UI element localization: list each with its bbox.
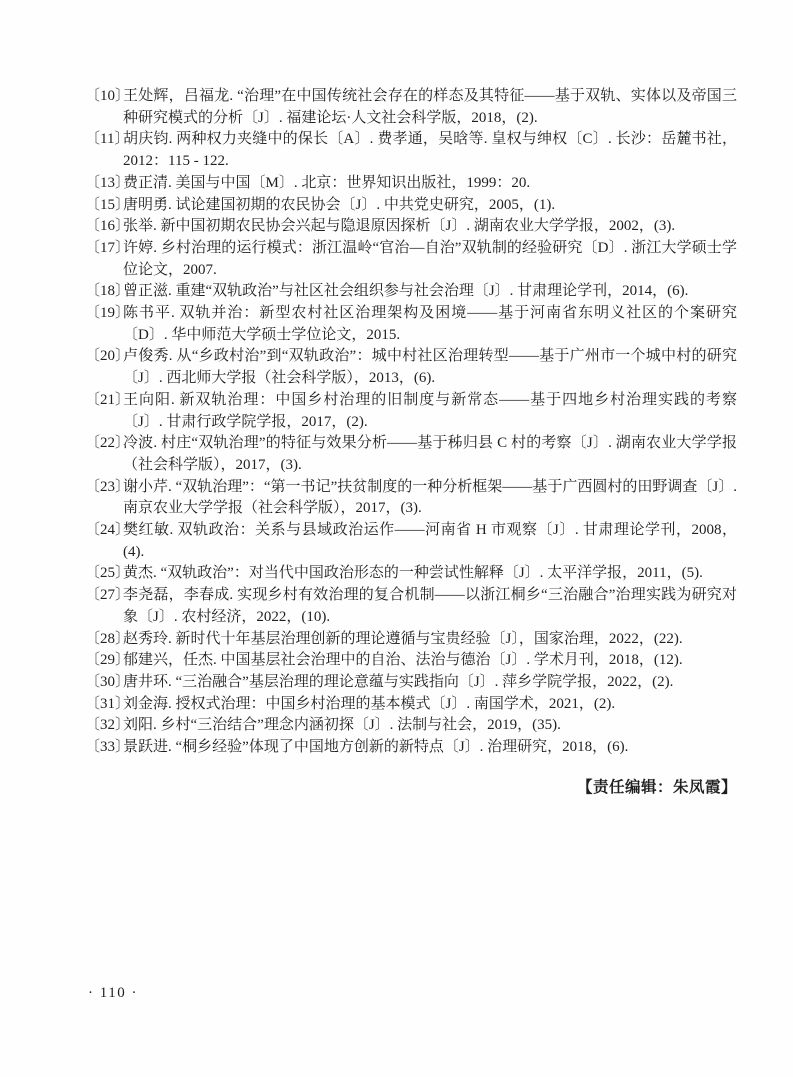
reference-item [85, 86, 737, 129]
reference-number: 〔27〕 [85, 587, 131, 604]
reference-text: 卢俊秀. 从“乡政村治”到“双轨政治”：城中村社区治理转型——基于广州市一个城中村的研究〔J〕. 西北师大学报（社会科学版），2013，(6). [123, 348, 737, 387]
reference-text: 谢小芹. “双轨治理”：“第一书记”扶贫制度的一种分析框架——基于广西圆村的田野调查〔J〕. 南京农业大学学报（社会科学版），2017，(3). [123, 478, 737, 517]
reference-number: 〔10〕 [85, 88, 131, 104]
reference-text: 张举. 新中国初期农民协会兴起与隐退原因探析〔J〕. 湖南农业大学学报，2002，(3). [123, 218, 676, 235]
reference-text: 黄杰. “双轨政治”：对当代中国政治形态的一种尝试性解释〔J〕. 太平洋学报，2011，(5). [123, 565, 703, 582]
reference-item [85, 715, 737, 737]
reference-number: 〔19〕 [85, 305, 131, 322]
page-number: · 110 · [88, 985, 138, 1001]
reference-number: 〔15〕 [85, 196, 131, 213]
reference-number: 〔25〕 [85, 565, 131, 582]
reference-item [85, 281, 737, 303]
reference-item [85, 585, 737, 628]
reference-text: 赵秀玲. 新时代十年基层治理创新的理论遵循与宝贵经验〔J〕，国家治理，2022，(22). [123, 630, 683, 647]
reference-number: 〔18〕 [85, 283, 131, 300]
reference-number: 〔20〕 [85, 348, 131, 365]
reference-item [85, 694, 737, 716]
reference-number: 〔32〕 [85, 717, 131, 734]
reference-item [85, 216, 737, 238]
reference-number: 〔17〕 [85, 239, 131, 256]
reference-number: 〔30〕 [85, 673, 131, 690]
reference-text: 唐井环. “三治融合”基层治理的理论意蕴与实践指向〔J〕. 萍乡学院学报，2022，(2). [123, 673, 674, 690]
reference-text: 刘金海. 授权式治理：中国乡村治理的基本模式〔J〕. 南国学术，2021，(2). [123, 695, 616, 712]
reference-item [85, 477, 737, 520]
reference-list [85, 86, 737, 759]
reference-item [85, 563, 737, 585]
reference-text: 许婷. 乡村治理的运行模式：浙江温岭“官治—自治”双轨制的经验研究〔D〕. 浙江大学硕士学位论文，2007. [123, 239, 737, 278]
reference-number: 〔29〕 [85, 652, 131, 669]
reference-number: 〔28〕 [85, 630, 131, 647]
reference-item [85, 129, 737, 172]
reference-item [85, 238, 737, 281]
reference-text: 曾正滋. 重建“双轨政治”与社区社会组织参与社会治理〔J〕. 甘肃理论学刊，2014，(6). [123, 283, 689, 300]
reference-text: 樊红敏. 双轨政治：关系与县域政治运作——河南省 H 市观察〔J〕. 甘肃理论学刊，2008，(4). [123, 522, 737, 560]
reference-number: 〔22〕 [85, 435, 131, 452]
reference-item [85, 520, 737, 563]
reference-number: 〔16〕 [85, 218, 131, 235]
reference-number: 〔24〕 [85, 522, 131, 539]
reference-text: 刘阳. 乡村“三治结合”理念内涵初探〔J〕. 法制与社会，2019，(35). [123, 717, 561, 734]
reference-item [85, 346, 737, 389]
reference-text: 王向阳. 新双轨治理：中国乡村治理的旧制度与新常态——基于四地乡村治理实践的考察〔J〕. 甘肃行政学院学报，2017，(2). [123, 391, 737, 430]
reference-item [85, 303, 737, 346]
reference-number: 〔33〕 [85, 739, 131, 756]
reference-text: 费正清. 美国与中国〔M〕. 北京：世界知识出版社，1999：20. [123, 174, 531, 191]
reference-text: 胡庆钧. 两种权力夹缝中的保长〔A〕. 费孝通，吴晗等. 皇权与绅权〔C〕. 长沙：岳麓书社，2012：115 - 122. [123, 131, 737, 170]
reference-text: 郁建兴，任杰. 中国基层社会治理中的自治、法治与德治〔J〕. 学术月刊，2018，(12). [123, 652, 683, 669]
reference-text: 王处辉，吕福龙. “治理”在中国传统社会存在的样态及其特征——基于双轨、实体以及帝国三种研究模式的分析〔J〕. 福建论坛·人文社会科学版，2018，(2). [123, 88, 737, 126]
reference-text: 景跃进. “桐乡经验”体现了中国地方创新的新特点〔J〕. 治理研究，2018，(6). [123, 739, 629, 756]
reference-text: 陈书平. 双轨并治：新型农村社区治理架构及困境——基于河南省东明义社区的个案研究〔D〕. 华中师范大学硕士学位论文，2015. [123, 305, 737, 343]
editor-note: 【责任编辑：朱凤霞】 [576, 779, 737, 796]
reference-item [85, 195, 737, 217]
reference-item [85, 629, 737, 651]
reference-number: 〔31〕 [85, 695, 131, 712]
reference-item [85, 390, 737, 433]
reference-text: 冷波. 村庄“双轨治理”的特征与效果分析——基于秭归县 C 村的考察〔J〕. 湖南农业大学学报（社会科学版），2017，(3). [123, 435, 737, 473]
reference-text: 唐明勇. 试论建国初期的农民协会〔J〕. 中共党史研究，2005，(1). [123, 196, 556, 213]
reference-number: 〔11〕 [85, 131, 130, 148]
reference-text: 李尧磊，李春成. 实现乡村有效治理的复合机制——以浙江桐乡“三治融合”治理实践为研究对象〔J〕. 农村经济，2022，(10). [123, 587, 737, 625]
reference-number: 〔23〕 [85, 478, 131, 495]
reference-number: 〔21〕 [85, 391, 131, 408]
reference-item [85, 672, 737, 694]
reference-number: 〔13〕 [85, 174, 131, 191]
reference-item [85, 173, 737, 195]
reference-item [85, 737, 737, 759]
reference-item [85, 650, 737, 672]
reference-item [85, 433, 737, 476]
